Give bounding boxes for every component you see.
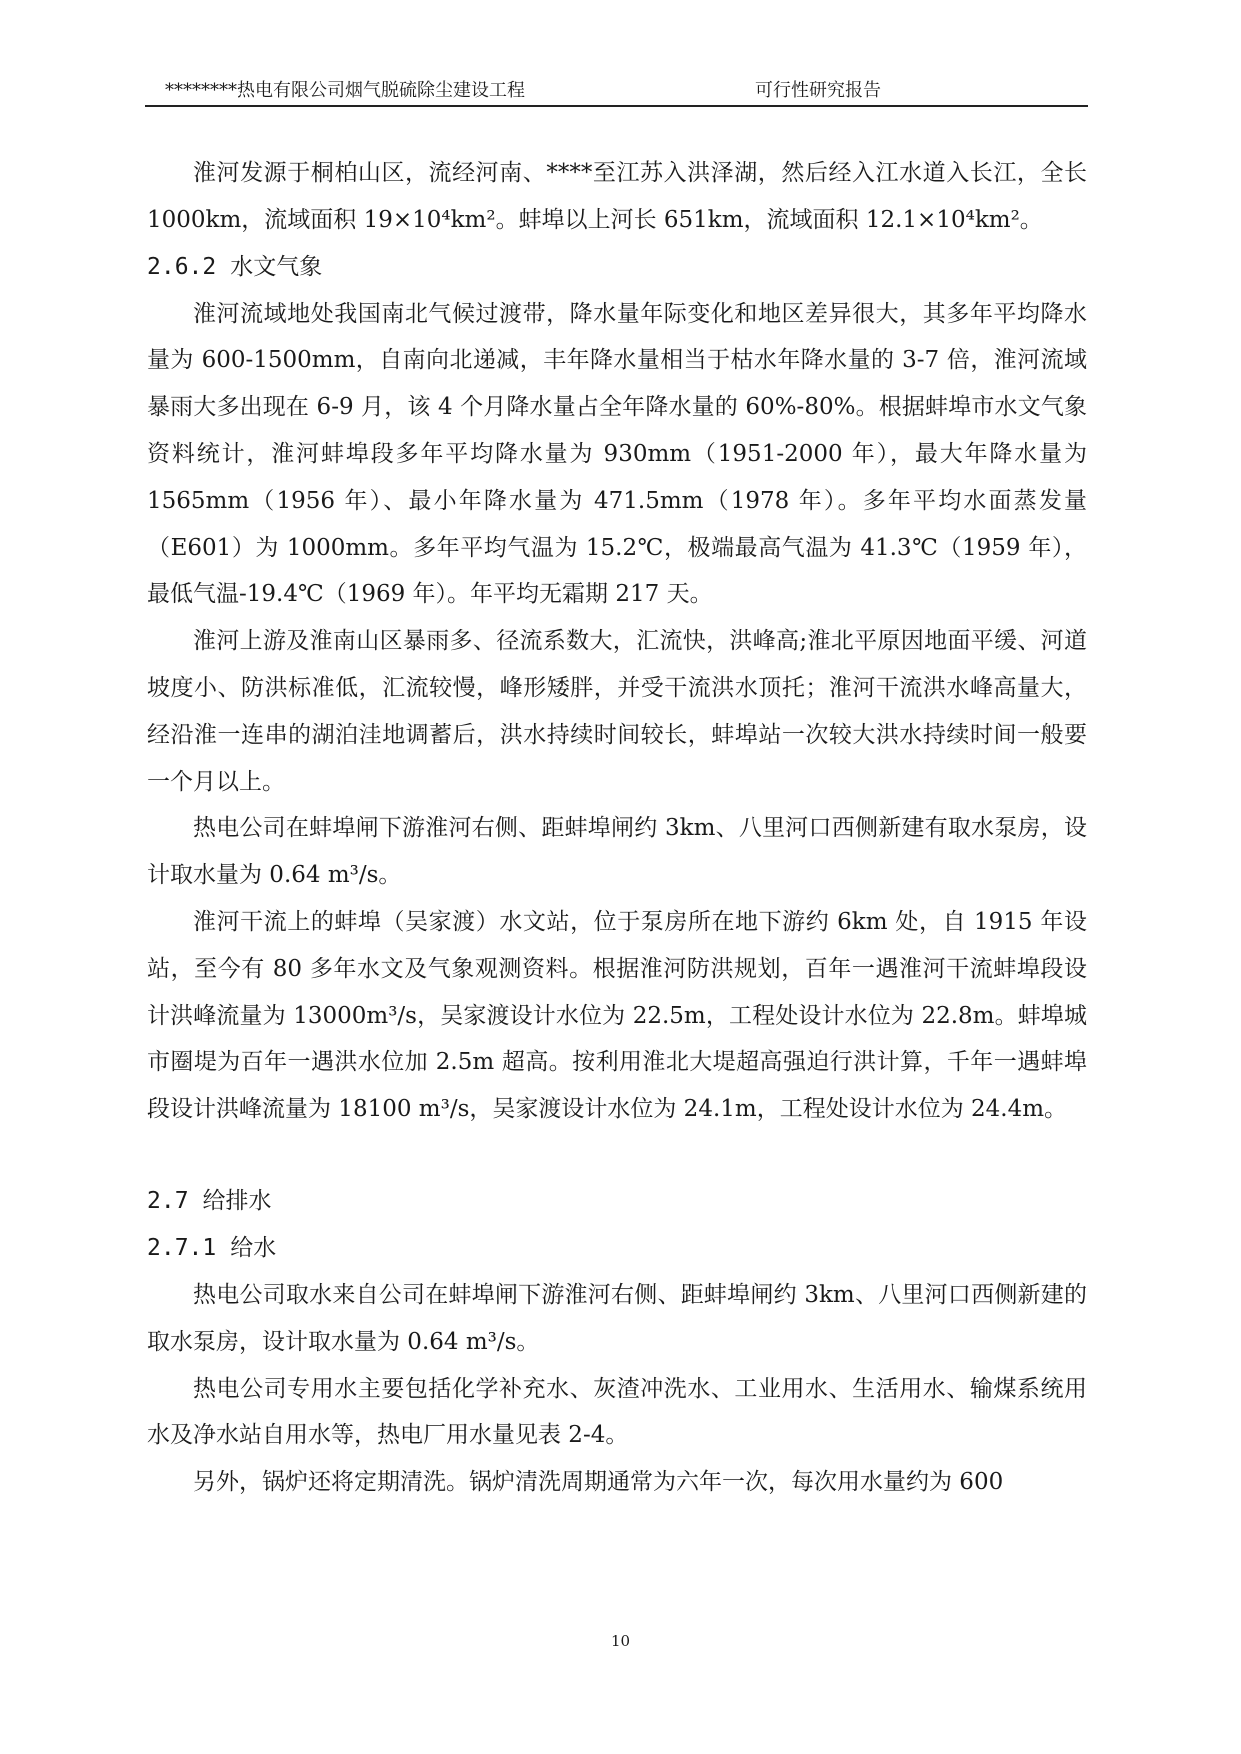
section-number: 2.7.1: [147, 1234, 217, 1261]
section-title: 给排水: [202, 1187, 272, 1214]
paragraph-upstream: 淮河上游及淮南山区暴雨多、径流系数大，汇流快，洪峰高;淮北平原因地面平缓、河道坡度小、防洪标准低，汇流较慢，峰形矮胖，并受干流洪水顶托；淮河干流洪水峰高量大，经沿淮一连串的湖泊洼地调蓄后，洪水持续时间较长，蚌埠站一次较大洪水持续时间一般要一个月以上。: [147, 628, 1087, 795]
header-report-type: 可行性研究报告: [755, 80, 881, 101]
section-spacer: [147, 1133, 1087, 1178]
section-title: 给水: [230, 1234, 277, 1261]
section-heading-2-7-1: [147, 1225, 1087, 1272]
header-rule: [145, 105, 1088, 107]
paragraph-boiler-cleaning: 另外，锅炉还将定期清洗。锅炉清洗周期通常为六年一次，每次用水量约为 600: [193, 1469, 1004, 1496]
section-number: 2.6.2: [147, 253, 217, 280]
page-number: 10: [610, 1632, 631, 1650]
section-number: 2.7: [147, 1187, 189, 1214]
paragraph-hydrologic-station: 淮河干流上的蚌埠（吴家渡）水文站，位于泵房所在地下游约 6km 处，自 1915 年设站，至今有 80 多年水文及气象观测资料。根据淮河防洪规划，百年一遇淮河干流蚌埠段设计洪峰流量为 13000m³/s，吴家渡设计水位为 22.5m，工程处设计水位为 22.8m。蚌埠城市圈堤为百年一遇洪水位加 2.5m 超高。按利用淮北大堤超高强迫行洪计算，千年一遇蚌埠段设计洪峰流量为 18100 m³/s，吴家渡设计水位为 24.1m，工程处设计水位为 24.4m。: [147, 908, 1087, 1123]
document-body: [147, 150, 1087, 1506]
section-heading-2-7: [147, 1178, 1087, 1225]
paragraph-water-intake: 热电公司取水来自公司在蚌埠闸下游淮河右侧、距蚌埠闸约 3km、八里河口西侧新建的取水泵房，设计取水量为 0.64 m³/s。: [147, 1281, 1087, 1355]
section-title: 水文气象: [230, 253, 323, 280]
header-project-title: ********热电有限公司烟气脱硫除尘建设工程: [165, 80, 525, 101]
page-header: [145, 76, 1085, 106]
paragraph-huaihe-source: 淮河发源于桐柏山区，流经河南、****至江苏入洪泽湖，然后经入江水道入长江，全长 1000km，流域面积 19×10⁴km²。蚌埠以上河长 651km，流域面积 12.1×10⁴km²。: [147, 160, 1087, 233]
paragraph-water-usage: 热电公司专用水主要包括化学补充水、灰渣冲洗水、工业用水、生活用水、输煤系统用水及净水站自用水等，热电厂用水量见表 2-4。: [147, 1375, 1087, 1449]
paragraph-pump-house: 热电公司在蚌埠闸下游淮河右侧、距蚌埠闸约 3km、八里河口西侧新建有取水泵房，设计取水量为 0.64 m³/s。: [147, 815, 1087, 889]
paragraph-climate: 淮河流域地处我国南北气候过渡带，降水量年际变化和地区差异很大，其多年平均降水量为 600-1500mm，自南向北递减，丰年降水量相当于枯水年降水量的 3-7 倍，淮河流域暴雨大多出现在 6-9 月，该 4 个月降水量占全年降水量的 60%-80%。根据蚌埠市水文气象资料统计，淮河蚌埠段多年平均降水量为 930mm（1951-2000 年），最大年降水量为 1565mm（1956 年）、最小年降水量为 471.5mm（1978 年）。多年平均水面蒸发量（E601）为 1000mm。多年平均气温为 15.2℃，极端最高气温为 41.3℃（1959 年），最低气温-19.4℃（1969 年）。年平均无霜期 217 天。: [147, 300, 1087, 608]
section-heading-2-6-2: [147, 244, 1087, 291]
